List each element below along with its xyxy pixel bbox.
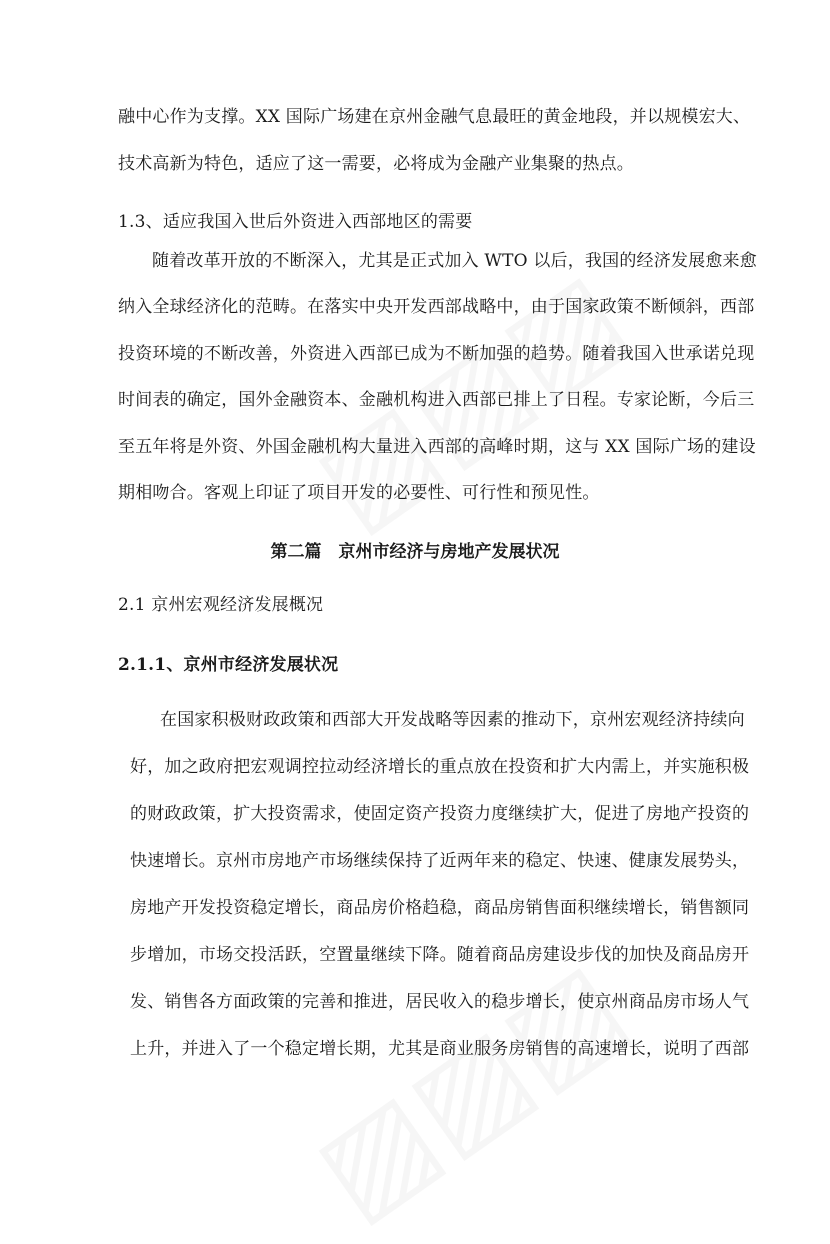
section-title-1-3: 1.3、适应我国入世后外资进入西部地区的需要 — [118, 212, 473, 232]
para-line: 技术高新为特色，适应了这一需要，必将成为金融产业集聚的热点。 — [118, 154, 634, 174]
para-line: 好，加之政府把宏观调控拉动经济增长的重点放在投资和扩大内需上，并实施积极 — [130, 757, 750, 777]
para-line: 上升，并进入了一个稳定增长期，尤其是商业服务房销售的高速增长，说明了西部 — [130, 1039, 750, 1059]
chapter-title: 第二篇 京州市经济与房地产发展状况 — [270, 542, 560, 562]
para-line: 的财政政策，扩大投资需求，使固定资产投资力度继续扩大，促进了房地产投资的 — [130, 804, 750, 824]
para-line: 随着改革开放的不断深入，尤其是正式加入 WTO 以后，我国的经济发展愈来愈 — [152, 251, 757, 271]
para-line: 时间表的确定，国外金融资本、金融机构进入西部已排上了日程。专家论断，今后三 — [118, 390, 755, 410]
para-line: 房地产开发投资稳定增长，商品房价格趋稳，商品房销售面积继续增长，销售额同 — [130, 898, 750, 918]
watermark — [291, 935, 649, 1244]
para-line: 至五年将是外资、外国金融机构大量进入西部的高峰时期，这与 XX 国际广场的建设 — [118, 437, 756, 457]
para-line: 期相吻合。客观上印证了项目开发的必要性、可行性和预见性。 — [118, 483, 600, 503]
para-line: 在国家积极财政政策和西部大开发战略等因素的推动下，京州宏观经济持续向 — [160, 710, 745, 730]
para-line: 投资环境的不断改善，外资进入西部已成为不断加强的趋势。随着我国入世承诺兑现 — [118, 344, 755, 364]
section-title-2-1: 2.1 京州宏观经济发展概况 — [118, 595, 324, 615]
para-line: 纳入全球经济化的范畴。在落实中央开发西部战略中，由于国家政策不断倾斜，西部 — [118, 297, 755, 317]
para-line: 融中心作为支撑。XX 国际广场建在京州金融气息最旺的黄金地段，并以规模宏大、 — [118, 107, 751, 127]
para-line: 步增加，市场交投活跃，空置量继续下降。随着商品房建设步伐的加快及商品房开 — [130, 945, 750, 965]
para-line: 发、销售各方面政策的完善和推进，居民收入的稳步增长，使京州商品房市场人气 — [130, 992, 750, 1012]
section-title-2-1-1: 2.1.1、京州市经济发展状况 — [118, 655, 339, 675]
para-line: 快速增长。京州市房地产市场继续保持了近两年来的稳定、快速、健康发展势头， — [130, 851, 750, 871]
